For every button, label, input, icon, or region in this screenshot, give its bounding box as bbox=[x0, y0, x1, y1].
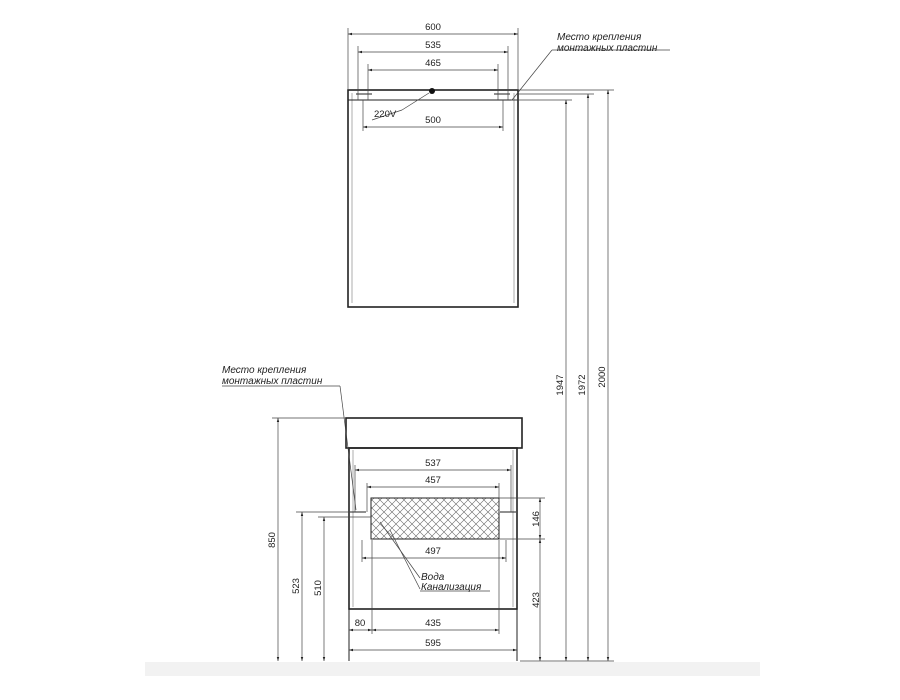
dim-height-510: 510 bbox=[313, 580, 324, 596]
overall-heights bbox=[511, 90, 614, 661]
dim-water-height: 423 bbox=[531, 592, 542, 608]
utilities-water-label: Вода bbox=[421, 572, 445, 583]
dim-hatch-height: 146 bbox=[531, 511, 542, 527]
vanity-mount-note bbox=[222, 365, 356, 510]
socket-label: 220V bbox=[374, 109, 397, 120]
dim-mirror-total-width: 600 bbox=[425, 22, 441, 33]
dim-inner-width: 457 bbox=[425, 475, 441, 486]
vanity-dimensions-horizontal bbox=[349, 458, 517, 650]
vanity-mount-note-line1: Место крепления bbox=[222, 365, 307, 376]
dim-total-height: 850 bbox=[267, 532, 278, 548]
dim-plate-width: 537 bbox=[425, 458, 441, 469]
dim-height-1972: 1972 bbox=[577, 374, 588, 396]
mirror-mount-note-line2: монтажных пластин bbox=[557, 43, 658, 54]
vanity-dimensions-right bbox=[499, 498, 545, 661]
dim-bottom-offset: 80 bbox=[354, 618, 366, 629]
dim-mirror-lower-width: 500 bbox=[425, 115, 441, 126]
dim-mirror-plate-spacing: 535 bbox=[425, 40, 441, 51]
dim-height-1947: 1947 bbox=[555, 374, 566, 396]
dim-hatch-width: 497 bbox=[425, 546, 441, 557]
dim-bottom-width: 435 bbox=[425, 618, 441, 629]
dim-total-width: 595 bbox=[425, 638, 441, 649]
socket-point bbox=[429, 88, 435, 94]
utilities-sewer-label: Канализация bbox=[421, 582, 482, 593]
floor-strip bbox=[145, 662, 760, 676]
vanity-mount-note-line2: монтажных пластин bbox=[222, 376, 323, 387]
utility-zone-hatch bbox=[371, 498, 499, 539]
mirror-mount-note-line1: Место крепления bbox=[557, 32, 642, 43]
dim-height-2000: 2000 bbox=[597, 366, 608, 388]
countertop bbox=[346, 418, 522, 448]
dim-mirror-inner-width: 465 bbox=[425, 58, 441, 69]
mirror-dimensions bbox=[348, 22, 518, 131]
dim-height-523: 523 bbox=[291, 578, 302, 594]
